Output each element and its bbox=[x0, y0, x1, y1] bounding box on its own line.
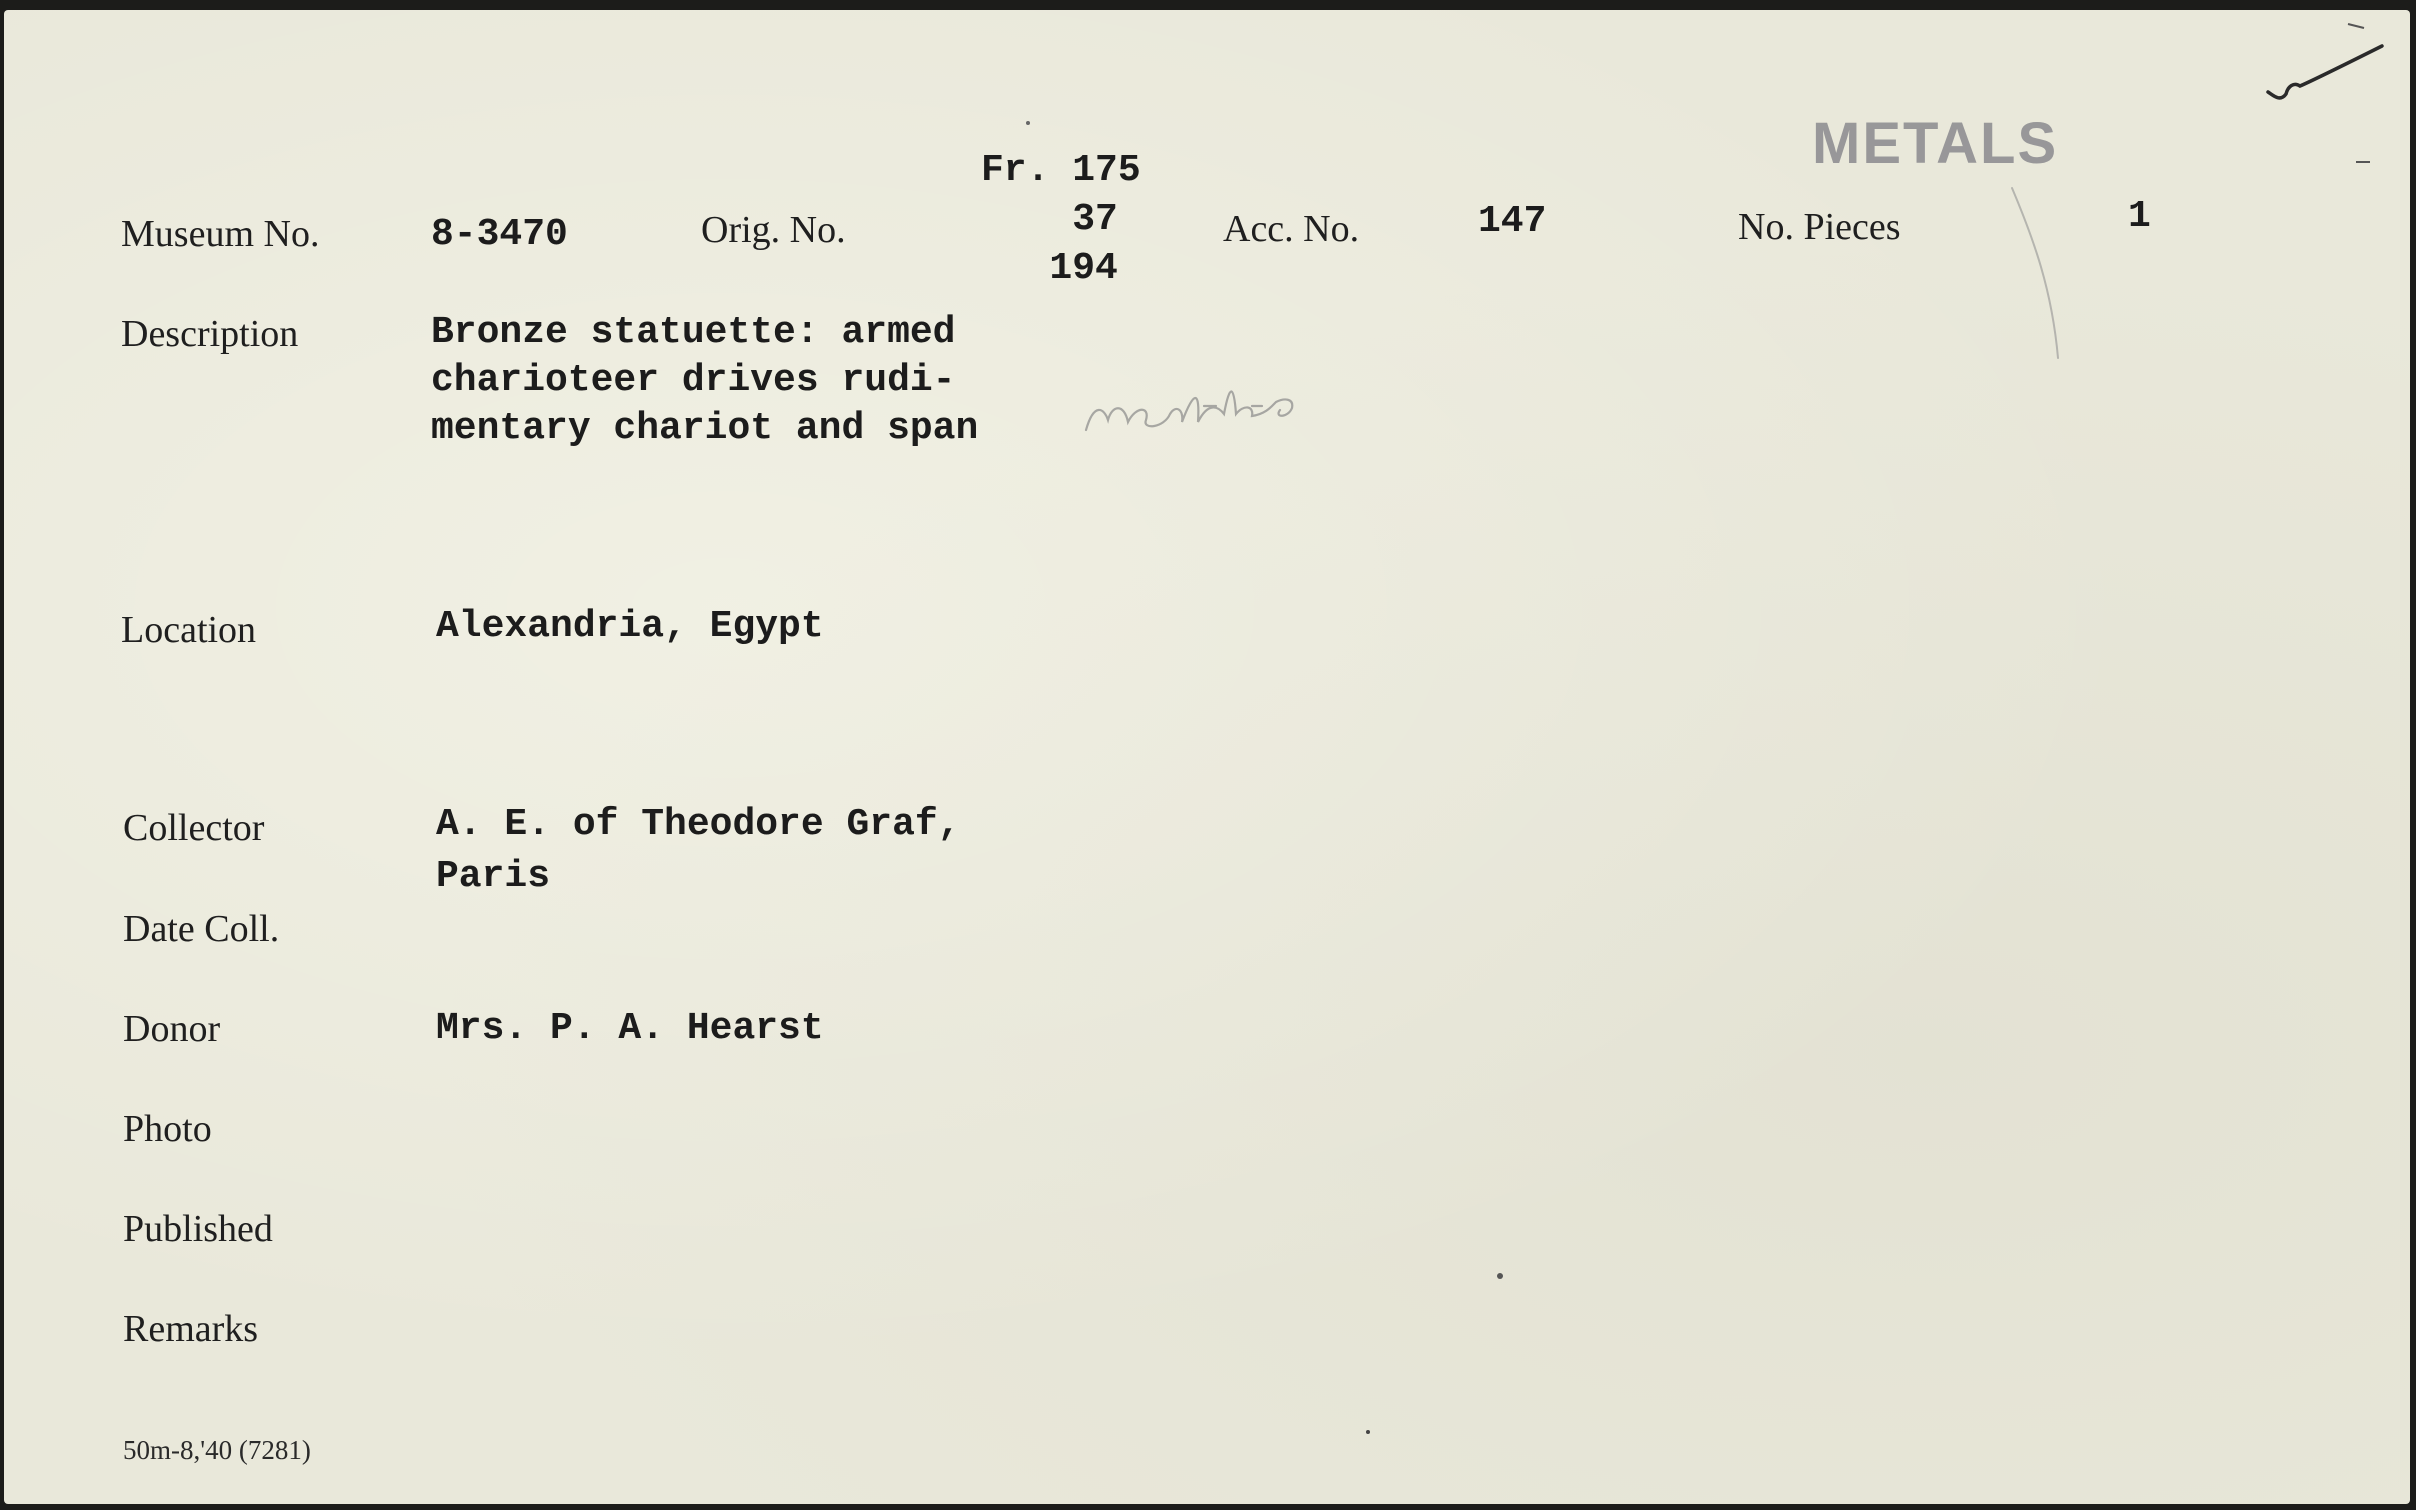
handwritten-note bbox=[1086, 391, 1292, 430]
donor-value: Mrs. P. A. Hearst bbox=[436, 1007, 824, 1050]
edge-tick bbox=[2348, 24, 2364, 28]
metals-stamp: METALS bbox=[1812, 111, 2059, 176]
no-pieces-value: 1 bbox=[2128, 195, 2151, 238]
orig-no-line: Fr. 175 bbox=[981, 149, 1141, 192]
location-label: Location bbox=[121, 609, 257, 651]
museum-no-value: 8-3470 bbox=[431, 213, 568, 256]
catalog-card bbox=[4, 10, 2410, 1504]
orig-no-label: Orig. No. bbox=[701, 209, 846, 251]
pencil-marks bbox=[4, 10, 2410, 1504]
description-label: Description bbox=[121, 313, 299, 355]
acc-no-value: 147 bbox=[1478, 200, 1547, 243]
collector-line: Paris bbox=[436, 855, 551, 898]
remarks-label: Remarks bbox=[123, 1308, 259, 1350]
collector-line: A. E. of Theodore Graf, bbox=[436, 803, 961, 846]
orig-no-line: 37 bbox=[981, 198, 1118, 241]
description-line: charioteer drives rudi- bbox=[431, 359, 956, 402]
donor-label: Donor bbox=[123, 1008, 221, 1050]
collector-label: Collector bbox=[123, 807, 265, 849]
check-mark bbox=[2268, 46, 2382, 98]
acc-no-label: Acc. No. bbox=[1223, 208, 1360, 250]
no-pieces-label: No. Pieces bbox=[1738, 206, 1901, 248]
location-value: Alexandria, Egypt bbox=[436, 605, 824, 648]
speck bbox=[1497, 1273, 1503, 1279]
museum-no-label: Museum No. bbox=[121, 213, 320, 255]
pencil-stroke bbox=[2012, 188, 2058, 358]
description-line: Bronze statuette: armed bbox=[431, 311, 956, 354]
date-coll-label: Date Coll. bbox=[123, 908, 280, 950]
speck bbox=[1026, 121, 1030, 125]
orig-no-line: 194 bbox=[981, 247, 1118, 290]
photo-label: Photo bbox=[123, 1108, 212, 1150]
speck bbox=[1366, 1430, 1370, 1434]
description-line: mentary chariot and span bbox=[431, 407, 979, 450]
published-label: Published bbox=[123, 1208, 273, 1250]
form-print-code: 50m-8,'40 (7281) bbox=[123, 1435, 311, 1465]
